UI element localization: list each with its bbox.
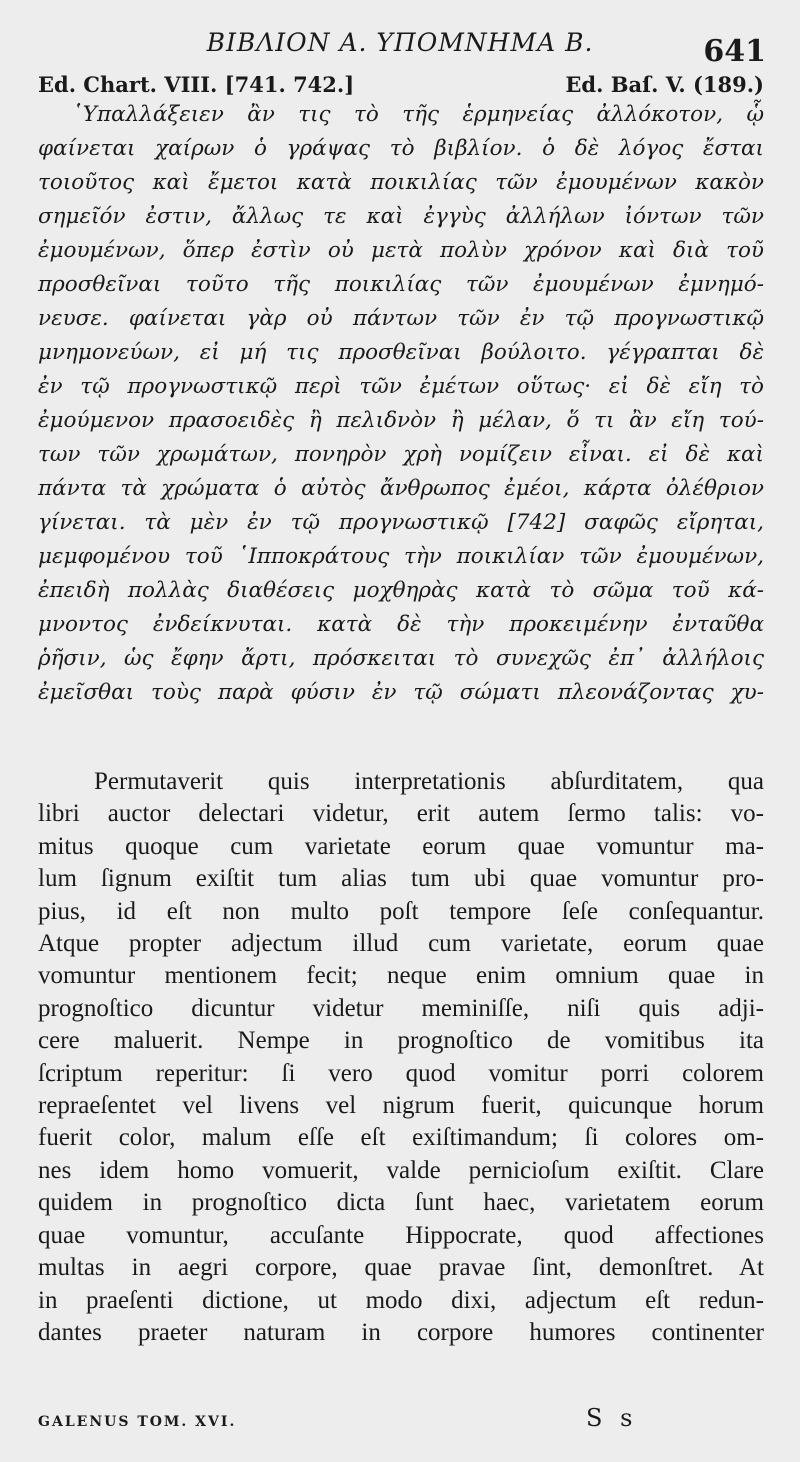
latin-text-line: quidem in prognoſtico dicta ſunt haec, varietatem eorum: [38, 1189, 764, 1217]
latin-text-line: ſcriptum reperitur: ſi vero quod vomitur porri colorem: [38, 1059, 764, 1087]
latin-text-line: vomuntur mentionem fecit; neque enim omnium quae in: [38, 962, 764, 990]
greek-text-line: ἐμουμένων, ὅπερ ἐστὶν οὐ μετὰ πολὺν χρόνον καὶ διὰ τοῦ: [38, 238, 764, 263]
latin-text-line: fuerit color, malum eſſe eſt exiſtimandum; ſi colores om-: [38, 1124, 764, 1152]
greek-text-line: ῥῆσιν, ὡς ἔφην ἄρτι, πρόσκειται τὸ συνεχῶς ἐπ᾽ ἀλλήλοις: [38, 646, 764, 671]
latin-text-line: multas in aegri corpore, quae pravae ſint, demonſtret. At: [38, 1254, 764, 1282]
latin-text-line: pius, id eſt non multo poſt tempore ſeſe conſequantur.: [38, 897, 764, 925]
greek-text-line: ῾Υπαλλάξειεν ἂν τις τὸ τῆς ἑρμηνείας ἀλλόκοτον, ᾧ: [72, 102, 764, 127]
running-title: ΒΙΒΛΙΟΝ Α. ΥΠΟΜΝΗΜΑ Β.: [206, 28, 594, 57]
greek-text-line: φαίνεται χαίρων ὁ γράψας τὸ βιβλίον. ὁ δὲ λόγος ἔσται: [38, 136, 764, 161]
greek-text-line: προσθεῖναι τοῦτο τῆς ποικιλίας τῶν ἐμουμένων ἐμνημό-: [38, 272, 764, 297]
latin-text-line: mitus quoque cum varietate eorum quae vomuntur ma-: [38, 832, 764, 860]
greek-text-line: ἐπειδὴ πολλὰς διαθέσεις μοχθηρὰς κατὰ τὸ σῶμα τοῦ κά-: [38, 578, 764, 603]
greek-text-block: [38, 98, 764, 710]
greek-text-line: μεμφομένου τοῦ ῾Ιπποκράτους τὴν ποικιλίαν τῶν ἐμουμένων,: [38, 544, 764, 569]
footer-signature-mark: S s: [586, 1404, 638, 1432]
latin-text-line: dantes praeter naturam in corpore humores continenter: [38, 1318, 764, 1346]
latin-text-line: repraeſentet vel livens vel nigrum fuerit, quicunque horum: [38, 1092, 764, 1120]
greek-text-line: μνημονεύων, εἰ μή τις προσθεῖναι βούλοιτο. γέγραπται δὲ: [38, 340, 764, 365]
latin-text-line: cere maluerit. Nempe in prognoſtico de vomitibus ita: [38, 1027, 764, 1055]
greek-text-line: σημεῖόν ἐστιν, ἄλλως τε καὶ ἐγγὺς ἀλλήλων ἰόντων τῶν: [38, 204, 764, 229]
latin-text-line: nes idem homo vomuerit, valde pernicioſum exiſtit. Clare: [38, 1156, 764, 1184]
latin-text-line: libri auctor delectari videtur, erit autem ſermo talis: vo-: [38, 800, 764, 828]
greek-text-line: γίνεται. τὰ μὲν ἐν τῷ προγνωστικῷ [742] σαφῶς εἴρηται,: [38, 510, 764, 535]
greek-text-line: ἐν τῷ προγνωστικῷ περὶ τῶν ἐμέτων οὕτως· εἰ δὲ εἴη τὸ: [38, 374, 764, 399]
edition-reference-left: Ed. Chart. VIII. [741. 742.]: [38, 72, 355, 97]
greek-text-line: ἐμούμενον πρασοειδὲς ἢ πελιδνὸν ἢ μέλαν, ὅ τι ἂν εἴη τού-: [38, 408, 764, 433]
latin-text-line: Atque propter adjectum illud cum varietate, eorum quae: [38, 930, 764, 958]
greek-text-line: τοιοῦτος καὶ ἔμετοι κατὰ ποικιλίας τῶν ἐμουμένων κακὸν: [38, 170, 764, 195]
greek-text-line: νευσε. φαίνεται γὰρ οὐ πάντων τῶν ἐν τῷ προγνωστικῷ: [38, 306, 764, 331]
greek-text-line: των τῶν χρωμάτων, πονηρὸν χρὴ νομίζειν εἶναι. εἰ δὲ καὶ: [38, 442, 764, 467]
latin-text-line: in praeſenti dictione, ut modo dixi, adjectum eſt redun-: [38, 1286, 764, 1314]
page-number: 641: [703, 34, 766, 69]
latin-text-line: quae vomuntur, accuſante Hippocrate, quod affectiones: [38, 1221, 764, 1249]
latin-text-line: lum ſignum exiſtit tum alias tum ubi quae vomuntur pro-: [38, 865, 764, 893]
greek-text-line: ἐμεῖσθαι τοὺς παρὰ φύσιν ἐν τῷ σώματι πλεονάζοντας χυ-: [38, 680, 764, 705]
greek-text-line: πάντα τὰ χρώματα ὁ αὐτὸς ἄνθρωπος ἐμέοι, κάρτα ὀλέθριον: [38, 476, 764, 501]
latin-translation-block: [38, 766, 764, 1349]
latin-text-line: prognoſtico dicuntur videtur meminiſſe, niſi quis adji-: [38, 994, 764, 1022]
latin-text-line: Permutaverit quis interpretationis abſurditatem, qua: [94, 768, 764, 795]
edition-reference-right: Ed. Baſ. V. (189.): [565, 72, 764, 97]
footer-volume-label: GALENUS TOM. XVI.: [38, 1414, 237, 1430]
greek-text-line: μνοντος ἐνδείκνυται. κατὰ δὲ τὴν προκειμένην ἐνταῦθα: [38, 612, 764, 637]
